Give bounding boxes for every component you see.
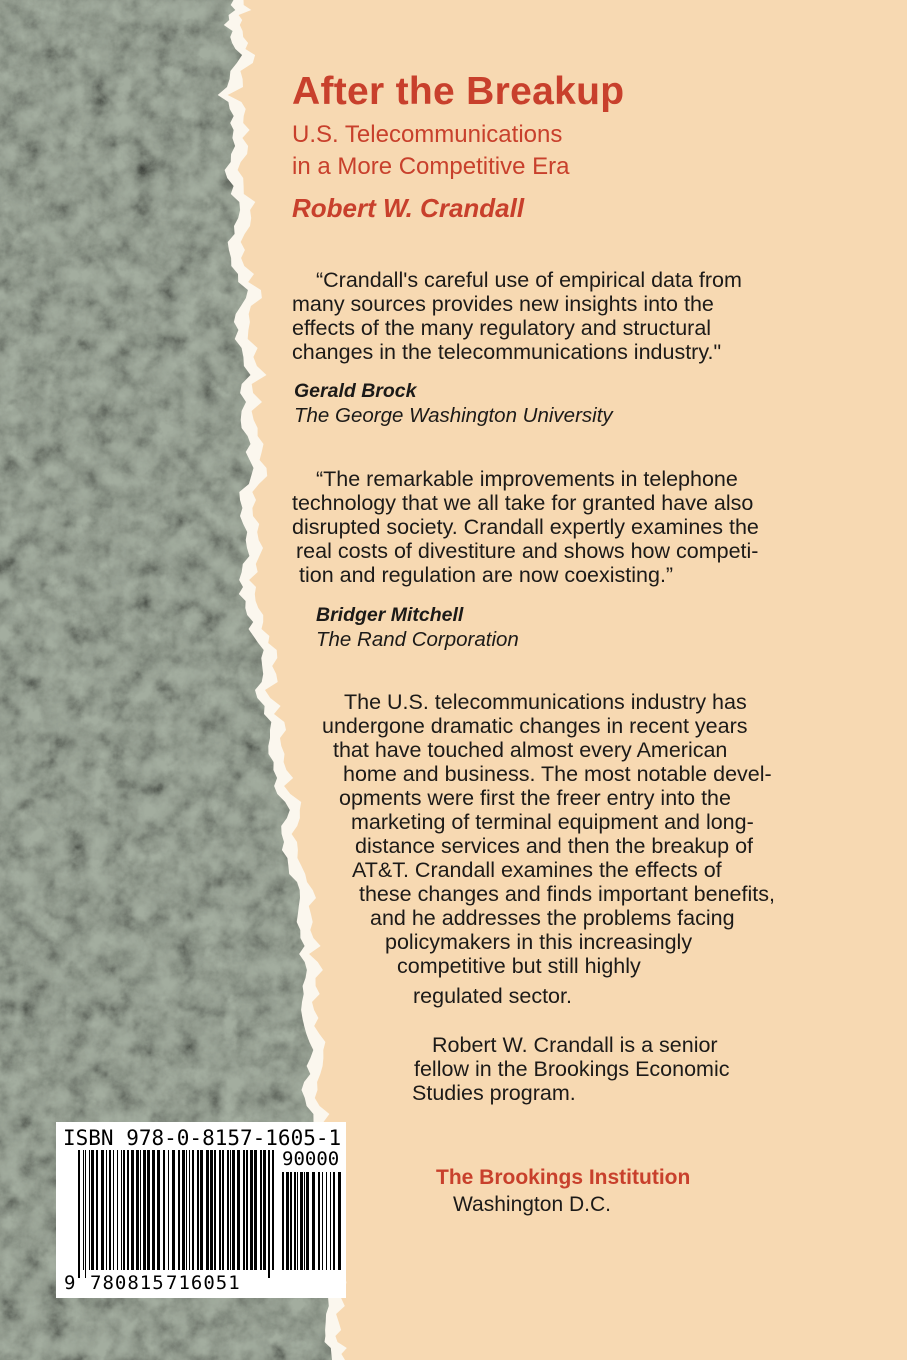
description-line: competitive but still highly	[397, 954, 641, 978]
publisher-name: The Brookings Institution	[436, 1166, 691, 1189]
barcode-bar	[152, 1150, 155, 1270]
book-subtitle-line-1: U.S. Telecommunications	[292, 121, 563, 148]
barcode-bar	[109, 1150, 111, 1270]
barcode-bar	[113, 1150, 114, 1270]
barcode-bar	[254, 1150, 257, 1270]
book-author: Robert W. Crandall	[292, 193, 525, 223]
barcode-bar	[263, 1150, 266, 1270]
barcode-bar	[182, 1150, 185, 1270]
barcode-bar	[210, 1150, 213, 1270]
barcode-bar	[157, 1150, 160, 1270]
quote-2-attribution-name: Bridger Mitchell	[316, 604, 464, 626]
barcode-bar	[250, 1150, 253, 1270]
barcode-bar	[101, 1150, 104, 1270]
author-bio-line: fellow in the Brookings Economic	[414, 1057, 730, 1081]
barcode-bar	[189, 1150, 190, 1270]
barcode-bar	[178, 1150, 180, 1270]
barcode-bar	[96, 1150, 98, 1270]
barcode-bar	[131, 1150, 134, 1270]
barcode-bar	[186, 1150, 187, 1270]
quote-1-line: effects of the many regulatory and structural	[292, 316, 712, 340]
barcode-bar	[282, 1172, 284, 1270]
barcode-bar	[318, 1172, 320, 1270]
description-line: The U.S. telecommunications industry has	[344, 690, 747, 714]
description-line: these changes and finds important benefits,	[359, 882, 775, 906]
barcode-bar	[83, 1150, 84, 1270]
publisher-city: Washington D.C.	[453, 1193, 611, 1216]
barcode-bar	[237, 1150, 240, 1270]
barcode-bar	[272, 1150, 274, 1270]
barcode-bar	[106, 1150, 107, 1270]
quote-2-line: real costs of divestiture and shows how competi-	[296, 539, 759, 563]
description-line: and he addresses the problems facing	[370, 906, 735, 930]
barcode-bar	[304, 1172, 305, 1270]
barcode-bar	[121, 1150, 122, 1270]
description-line: undergone dramatic changes in recent years	[322, 714, 748, 738]
barcode-bar	[192, 1150, 194, 1270]
barcode-bar	[197, 1150, 199, 1270]
quote-1-line: “Crandall's careful use of empirical data from	[316, 268, 742, 292]
description-line: distance services and then the breakup of	[355, 834, 754, 858]
barcode-bar	[330, 1172, 331, 1270]
barcode-bar	[227, 1150, 229, 1270]
description-line: opments were first the freer entry into the	[339, 786, 731, 810]
description-line: home and business. The most notable devel-	[343, 762, 772, 786]
barcode-bar	[286, 1172, 289, 1270]
barcode-bar	[222, 1150, 224, 1270]
barcode-bar	[243, 1150, 245, 1270]
quote-2-line: technology that we all take for granted have also	[292, 491, 754, 515]
quote-1-attribution-org: The George Washington University	[294, 404, 613, 427]
ean-right-digits: 716051	[166, 1272, 241, 1294]
quote-2-attribution-org: The Rand Corporation	[316, 628, 519, 651]
barcode-bar	[117, 1150, 118, 1270]
barcode-bar	[200, 1150, 203, 1270]
barcode-bar	[326, 1172, 327, 1270]
barcode-bar	[123, 1150, 125, 1270]
barcode-bar	[127, 1150, 129, 1270]
barcode-bar	[214, 1150, 216, 1270]
quote-1-line: changes in the telecommunications industry."	[292, 340, 722, 364]
barcode-bar	[306, 1172, 309, 1270]
barcode-bar	[260, 1150, 262, 1270]
barcode-bar	[300, 1172, 303, 1270]
quote-1-attribution-name: Gerald Brock	[294, 380, 417, 402]
author-bio-line: Robert W. Crandall is a senior	[432, 1033, 718, 1057]
quote-2-line: tion and regulation are now coexisting.”	[299, 563, 674, 587]
barcode-bar	[290, 1172, 292, 1270]
barcode-bar	[89, 1150, 90, 1270]
barcode-bar	[338, 1172, 341, 1270]
barcode-bar	[206, 1150, 209, 1270]
barcode-bar	[143, 1150, 146, 1270]
ean-left-digits: 780815	[90, 1272, 165, 1294]
book-title: After the Breakup	[292, 70, 625, 113]
barcode-bar	[268, 1150, 270, 1278]
barcode-bar	[172, 1150, 175, 1270]
barcode-bar	[232, 1150, 235, 1270]
barcode-bar	[78, 1150, 80, 1278]
barcode-bar	[246, 1150, 248, 1270]
description-line: marketing of terminal equipment and long-	[351, 810, 754, 834]
description-line: policymakers in this increasingly	[385, 930, 693, 954]
barcode-bar	[333, 1172, 335, 1270]
price-code: 90000	[282, 1148, 340, 1170]
barcode-bar	[140, 1150, 141, 1270]
barcode-bar	[168, 1150, 169, 1270]
description-line: AT&T. Crandall examines the effects of	[352, 858, 722, 882]
barcode-bar	[294, 1172, 296, 1270]
book-subtitle-line-2: in a More Competitive Era	[292, 153, 570, 180]
barcode-bar	[322, 1172, 323, 1270]
barcode-bar	[219, 1150, 221, 1270]
barcode-bar	[297, 1172, 298, 1270]
barcode-bar	[163, 1150, 165, 1270]
barcode-bar	[230, 1150, 231, 1270]
quote-1-line: many sources provides new insights into the	[292, 292, 714, 316]
quote-2-line: “The remarkable improvements in telephone	[316, 467, 738, 491]
barcode-bar	[91, 1150, 94, 1270]
isbn-label: ISBN 978-0-8157-1605-1	[63, 1126, 342, 1150]
description-line: that have touched almost every American	[333, 738, 728, 762]
ean-first-digit: 9	[64, 1272, 76, 1294]
isbn-barcode	[56, 1122, 346, 1298]
barcode-bar	[147, 1150, 150, 1270]
description-line: regulated sector.	[413, 984, 572, 1008]
quote-2-line: disrupted society. Crandall expertly examines the	[292, 515, 759, 539]
barcode-bar	[312, 1172, 315, 1270]
barcode-bar	[136, 1150, 139, 1270]
author-bio-line: Studies program.	[412, 1081, 576, 1105]
barcode-bar	[85, 1150, 86, 1278]
